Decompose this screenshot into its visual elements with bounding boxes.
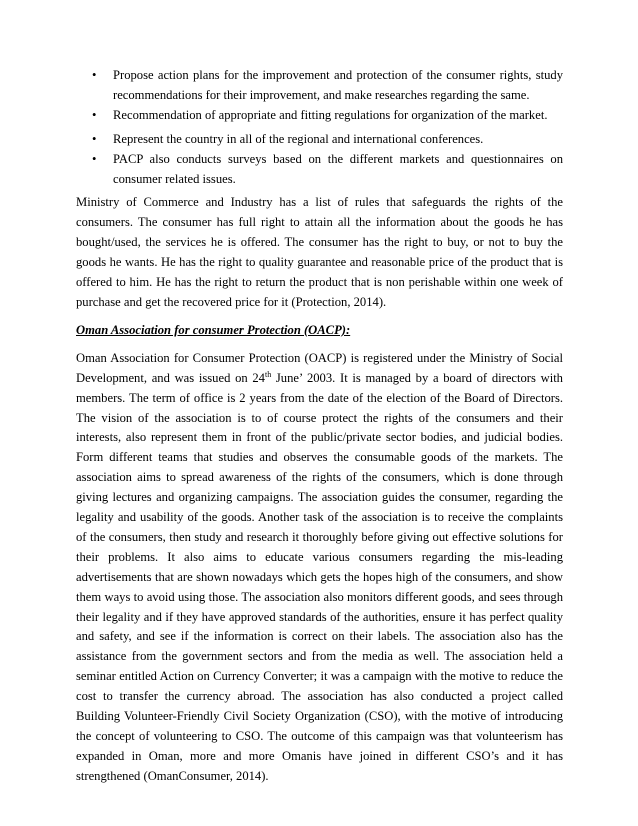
- bullet-icon: •: [92, 107, 97, 122]
- section-heading: Oman Association for consumer Protection (OACP):: [76, 322, 351, 337]
- bullet-list-1: [76, 66, 563, 126]
- bullet-text: Propose action plans for the improvement and protection of the consumer rights, study recommendations for their improvement, and make researches regarding the same.: [113, 68, 563, 102]
- bullet-text: Represent the country in all of the regional and international conferences.: [113, 131, 484, 146]
- spacer: [76, 313, 563, 321]
- document-page: [76, 66, 563, 787]
- bullet-icon: •: [92, 68, 97, 82]
- bullet-item: [76, 106, 563, 126]
- bullet-icon: •: [92, 151, 97, 166]
- bullet-text: Recommendation of appropriate and fitting regulations for organization of the market.: [113, 107, 548, 122]
- bullet-item: [76, 130, 563, 150]
- paragraph-oacp: [76, 349, 563, 787]
- bullet-item: [76, 66, 563, 106]
- ordinal-superscript: th: [264, 369, 272, 379]
- bullet-list-2: [76, 130, 563, 190]
- bullet-item: [76, 150, 563, 190]
- paragraph-text: June’ 2003. It is managed by a board of directors with members. The term of office is 2 years from the date of the election of the Board of Directors. The vision of the association is to of course protect the rights of the consumers and their interests, also represent them in front of the public/private sector bodies, and judicial bodies. Form different teams that studies and observes the consumable goods of the markets. The association aims to spread awareness of the rights of the consumers, which is done through giving lectures and organizing campaigns. The association guides the consumer, regarding the legality and usability of the goods. Another task of the association is to receive the complaints of the consumers, then study and research it thoroughly before giving out effective solutions for their problems. It also aims to educate various consumers regarding the mis-leading advertisements that are shown nowadays which gets the hopes high of the consumers, and show them ways to avoid using those. The association also monitors different goods, and sees through their legality and if they have approved standards of the authorities, ensure it has perfect quality and safety, and see if the information is correct on their labels. The association also has the assistance from the government sectors and from the media as well. The association held a seminar entitled Action on Currency Converter; it was a campaign with the motive to reduce the cost to transfer the currency abroad. The association has also conducted a project called Building Volunteer-Friendly Civil Society Organization (CSO), with the motive of introducing the concept of volunteering to CSO. The outcome of this campaign was that volunteerism has expanded in Oman, more and more Omanis have joined in different CSO’s and it has strengthened (OmanConsumer, 2014).: [76, 370, 563, 783]
- paragraph-text: Oman Association for Consumer Protection (OACP) is registered under the Ministry of Social Development, and was issued on 24: [76, 350, 563, 385]
- bullet-icon: •: [92, 131, 97, 146]
- spacer: [76, 341, 563, 349]
- bullet-text: PACP also conducts surveys based on the different markets and questionnaires on consumer related issues.: [113, 151, 563, 186]
- paragraph-ministry-rules: Ministry of Commerce and Industry has a list of rules that safeguards the rights of the consumers. The consumer has full right to attain all the information about the goods he has bought/used, the services he is offered. The consumer has the right to buy, or not to buy the goods he wants. He has the right to quality guarantee and reasonable price of the product that is offered to him. He has the right to return the product that is non perishable within one week of purchase and get the recovered price for it (Protection, 2014).: [76, 195, 563, 309]
